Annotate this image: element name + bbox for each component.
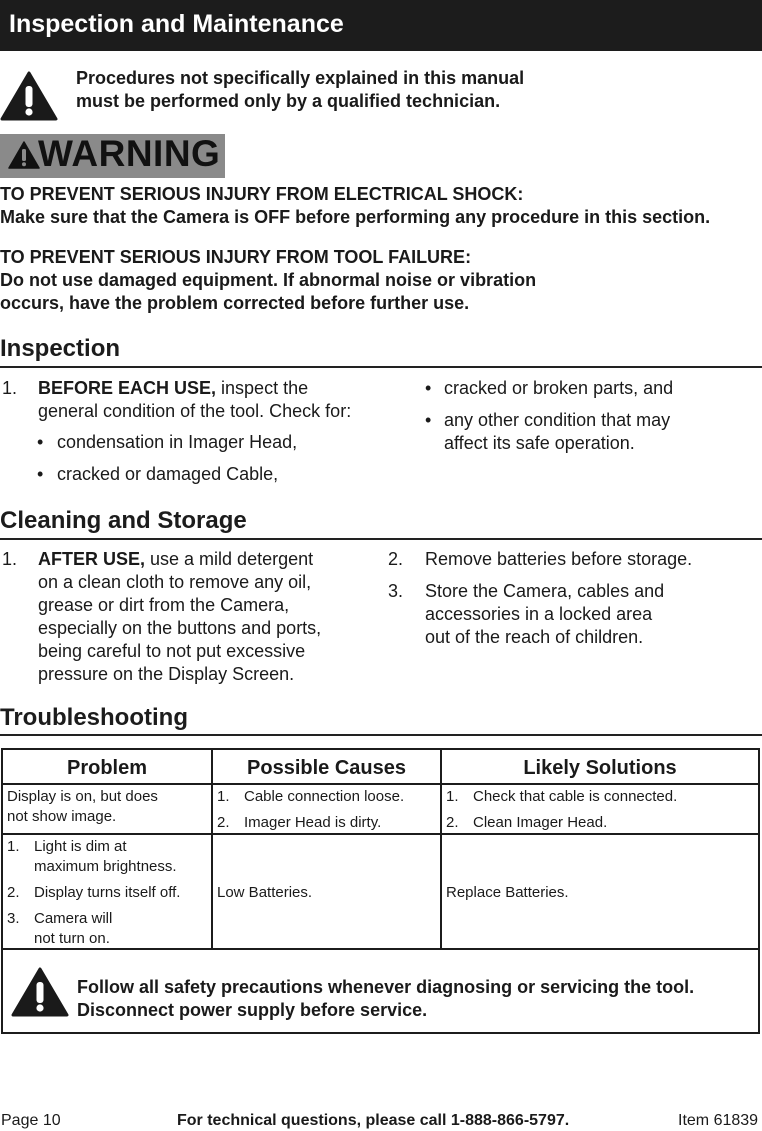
warning-triangle-icon xyxy=(8,141,40,174)
table-cell: not show image. xyxy=(7,808,117,825)
cleaning-item-3: accessories in a locked area xyxy=(425,604,653,624)
cleaning-line: grease or dirt from the Camera, xyxy=(38,595,290,615)
shock-text: Make sure that the Camera is OFF before performing any procedure in this section. xyxy=(0,207,711,227)
cleaning-line: on a clean cloth to remove any oil, xyxy=(38,572,312,592)
inspection-lead-bold: BEFORE EACH USE, xyxy=(38,378,217,398)
inspection-item-lead xyxy=(38,377,308,400)
support-phone: For technical questions, please call 1-888-866-5797. xyxy=(177,1112,570,1129)
cleaning-line: pressure on the Display Screen. xyxy=(38,664,295,684)
table-cell: Clean Imager Head. xyxy=(473,814,608,831)
table-cell-num: 2. xyxy=(217,814,230,831)
section-divider xyxy=(0,734,762,736)
cleaning-lead-rest: use a mild detergent xyxy=(145,549,314,569)
bullet: • xyxy=(37,464,44,484)
table-cell: Replace Batteries. xyxy=(446,884,569,901)
inspection-bullet: any other condition that may xyxy=(444,410,671,430)
table-cell-num: 2. xyxy=(7,884,20,901)
inspection-bullet-cont: affect its safe operation. xyxy=(444,433,635,453)
item-number: Item 61839 xyxy=(678,1112,759,1129)
table-cell-num: 1. xyxy=(7,838,20,855)
inspection-item-line: general condition of the tool. Check for: xyxy=(38,401,352,421)
table-cell-num: 1. xyxy=(446,788,459,805)
column-header-causes: Possible Causes xyxy=(247,757,406,779)
section-divider xyxy=(0,538,762,540)
table-divider xyxy=(3,783,758,785)
list-number: 3. xyxy=(388,581,404,601)
cleaning-item-2: Remove batteries before storage. xyxy=(425,549,693,569)
safety-line-2: Disconnect power supply before service. xyxy=(77,1000,428,1020)
bullet: • xyxy=(37,432,44,452)
warning-label: WARNING xyxy=(38,133,221,174)
failure-line-1: Do not use damaged equipment. If abnormal noise or vibration xyxy=(0,270,537,290)
troubleshooting-table xyxy=(1,748,760,1034)
failure-heading: TO PREVENT SERIOUS INJURY FROM TOOL FAILURE: xyxy=(0,247,472,267)
list-number: 2. xyxy=(388,549,404,569)
column-header-solutions: Likely Solutions xyxy=(523,757,677,779)
inspection-bullet: condensation in Imager Head, xyxy=(57,432,298,452)
column-header-problem: Problem xyxy=(66,757,148,779)
table-cell: Display is on, but does xyxy=(7,788,158,805)
table-cell: not turn on. xyxy=(34,930,110,947)
inspection-bullet: cracked or damaged Cable, xyxy=(57,464,279,484)
bullet: • xyxy=(425,410,432,430)
cleaning-item-3: out of the reach of children. xyxy=(425,627,644,647)
table-cell-num: 2. xyxy=(446,814,459,831)
section-divider xyxy=(0,366,762,368)
cleaning-line: especially on the buttons and ports, xyxy=(38,618,322,638)
cleaning-heading: Cleaning and Storage xyxy=(0,507,247,534)
shock-heading: TO PREVENT SERIOUS INJURY FROM ELECTRICAL SHOCK: xyxy=(0,184,524,204)
list-number: 1. xyxy=(2,549,18,569)
table-cell: Light is dim at xyxy=(34,838,127,855)
table-cell: maximum brightness. xyxy=(34,858,177,875)
cleaning-lead-bold: AFTER USE, xyxy=(38,549,146,569)
table-cell: Check that cable is connected. xyxy=(473,788,678,805)
cleaning-line: being careful to not put excessive xyxy=(38,641,306,661)
table-cell-num: 3. xyxy=(7,910,20,927)
inspection-heading: Inspection xyxy=(0,335,121,362)
safety-line-1: Follow all safety precautions whenever diagnosing or servicing the tool. xyxy=(77,977,695,997)
table-cell: Display turns itself off. xyxy=(34,884,181,901)
table-cell: Low Batteries. xyxy=(217,884,313,901)
qualified-technician-notice xyxy=(76,67,524,113)
table-cell: Imager Head is dirty. xyxy=(244,814,382,831)
notice-line-2: must be performed only by a qualified technician. xyxy=(76,91,501,111)
warning-triangle-icon xyxy=(0,71,58,121)
warning-triangle-icon xyxy=(11,967,69,1022)
inspection-bullet: cracked or broken parts, and xyxy=(444,378,674,398)
list-number: 1. xyxy=(2,378,18,398)
table-divider xyxy=(3,948,758,950)
table-cell: Camera will xyxy=(34,910,113,927)
page-title: Inspection and Maintenance xyxy=(9,10,344,38)
inspection-lead-rest: inspect the xyxy=(216,378,309,398)
bullet: • xyxy=(425,378,432,398)
table-cell: Cable connection loose. xyxy=(244,788,405,805)
table-cell-num: 1. xyxy=(217,788,230,805)
cleaning-item-lead xyxy=(38,548,313,571)
page-number: Page 10 xyxy=(1,1112,61,1129)
notice-line-1: Procedures not specifically explained in this manual xyxy=(76,68,525,88)
troubleshooting-heading: Troubleshooting xyxy=(0,704,188,731)
table-divider xyxy=(3,833,758,835)
cleaning-item-3: Store the Camera, cables and xyxy=(425,581,665,601)
failure-line-2: occurs, have the problem corrected before further use. xyxy=(0,293,470,313)
